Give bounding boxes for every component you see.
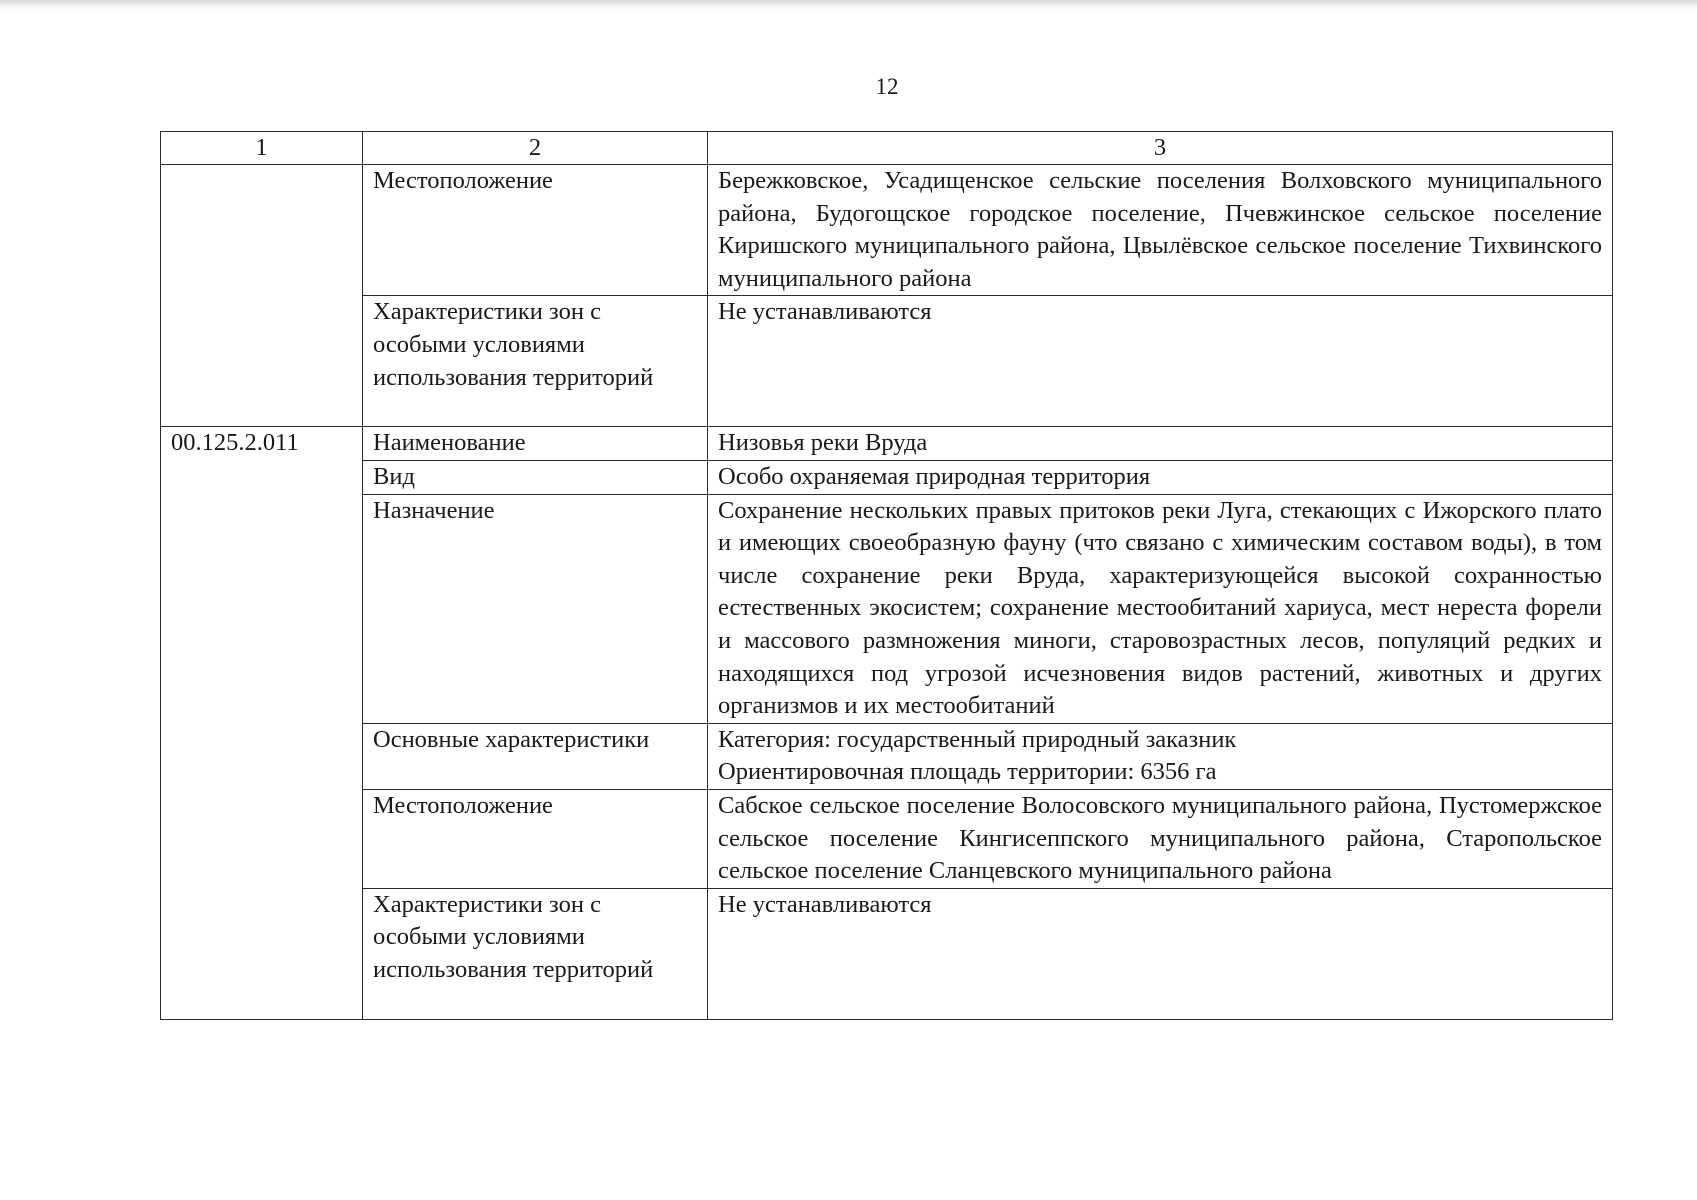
column-header-2: 2 bbox=[363, 132, 708, 165]
row-label: Наименование bbox=[363, 427, 708, 461]
row-label: Характеристики зон с особыми условиями использования территорий bbox=[363, 888, 708, 1019]
column-header-1: 1 bbox=[161, 132, 363, 165]
table-row bbox=[161, 888, 1613, 1019]
object-code: 00.125.2.011 bbox=[161, 427, 363, 1019]
table-row bbox=[161, 789, 1613, 888]
row-label: Местоположение bbox=[363, 789, 708, 888]
scan-edge bbox=[0, 0, 1697, 10]
row-value: Не устанавливаются bbox=[708, 296, 1613, 427]
object-code-cell-empty bbox=[161, 165, 363, 427]
table-row bbox=[161, 296, 1613, 427]
row-label: Назначение bbox=[363, 494, 708, 723]
row-value: Низовья реки Вруда bbox=[708, 427, 1613, 461]
table-header-row bbox=[161, 132, 1613, 165]
row-label: Характеристики зон с особыми условиями использования территорий bbox=[363, 296, 708, 427]
row-value: Сабское сельское поселение Волосовского муниципального района, Пустомержское сельское поселение Кингисеппского муниципального района, Старопольское сельское поселение Сланцевского муниципального района bbox=[708, 789, 1613, 888]
row-value: Бережковское, Усадищенское сельские поселения Волховского муниципального района, Будогощское городское поселение, Пчевжинское сельское поселение Киришского муниципального района, Цвылёвское сельское поселение Тихвинского муниципального района bbox=[708, 165, 1613, 296]
column-header-3: 3 bbox=[708, 132, 1613, 165]
row-label: Вид bbox=[363, 460, 708, 494]
row-value: Не устанавливаются bbox=[708, 888, 1613, 1019]
row-value: Сохранение нескольких правых притоков реки Луга, стекающих с Ижорского плато и имеющих своеобразную фауну (что связано с химическим составом воды), в том числе сохранение реки Вруда, характеризующейся высокой сохранностью естественных экосистем; сохранение местообитаний хариуса, мест нереста форели и массового размножения миноги, старовозрастных лесов, популяций редких и находящихся под угрозой исчезновения видов растений, животных и других организмов и их местообитаний bbox=[708, 494, 1613, 723]
row-value bbox=[708, 723, 1613, 789]
table-row bbox=[161, 723, 1613, 789]
row-label: Местоположение bbox=[363, 165, 708, 296]
area-line: Ориентировочная площадь территории: 6356 га bbox=[718, 758, 1217, 786]
category-line: Категория: государственный природный заказник bbox=[718, 725, 1237, 753]
row-value: Особо охраняемая природная территория bbox=[708, 460, 1613, 494]
zones-table bbox=[160, 131, 1613, 1020]
table-row bbox=[161, 494, 1613, 723]
page-number: 12 bbox=[875, 74, 899, 99]
row-label: Основные характеристики bbox=[363, 723, 708, 789]
table-row bbox=[161, 165, 1613, 296]
table-row bbox=[161, 460, 1613, 494]
table-row bbox=[161, 427, 1613, 461]
